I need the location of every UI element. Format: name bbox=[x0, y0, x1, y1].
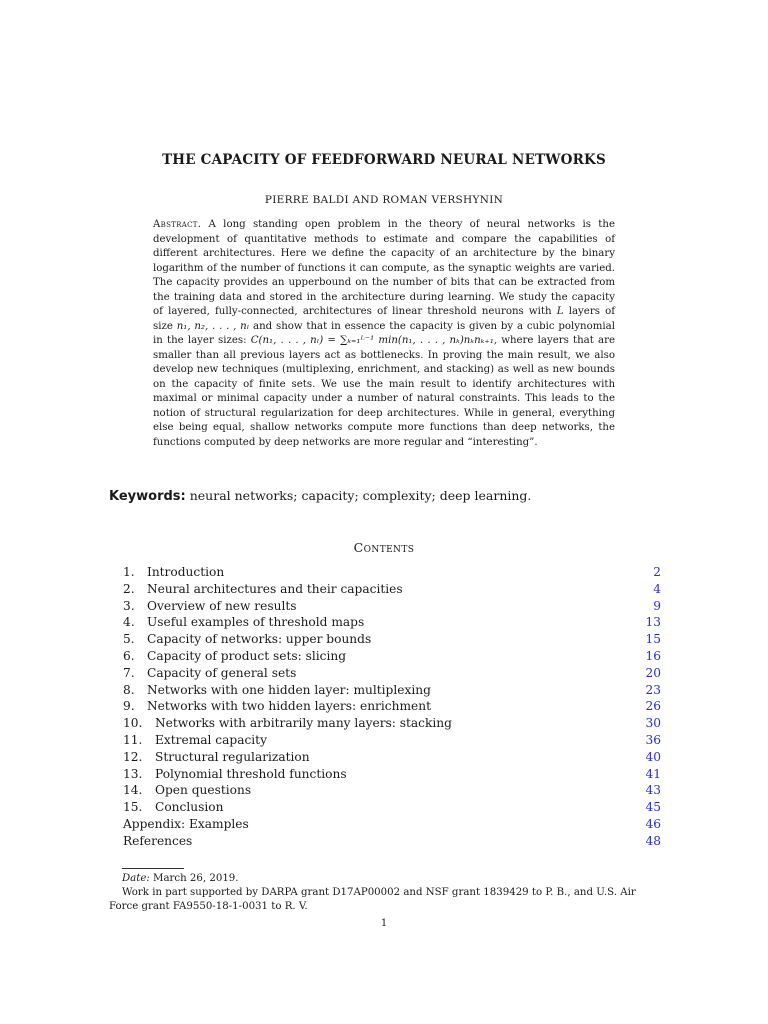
toc-entry[interactable] bbox=[123, 665, 661, 682]
abstract-text-4: where layers that are smaller than all previous layers act as bottlenecks. In proving the main result, we also develop new techniques (multiplexing, enrichment, and stacking) as well as new bounds on the capacity of finite sets. We use the main result to identify architectures with maximal or minimal capacity under a number of natural constraints. This leads to the notion of structural regularization for deep architectures. While in general, everything else being equal, shallow networks compute more functions than deep networks, the functions computed by deep networks are more regular and “interesting”. bbox=[153, 335, 615, 448]
toc-entry-number: 12. bbox=[123, 749, 143, 764]
abstract-text-3: and show that in essence the capacity is given by a cubic polynomial in the layer sizes: bbox=[153, 320, 615, 346]
toc-entry-number: 2. bbox=[123, 581, 135, 596]
toc-entry-page-link[interactable]: 15 bbox=[645, 632, 661, 647]
toc-entry-label: Capacity of product sets: slicing bbox=[147, 648, 346, 663]
toc-entry-page-link[interactable]: 48 bbox=[645, 833, 661, 848]
toc-entry-label: Open questions bbox=[155, 783, 252, 798]
footnote-date bbox=[109, 872, 661, 886]
toc-entry-label: Polynomial threshold functions bbox=[155, 766, 347, 781]
footnotes bbox=[109, 872, 661, 915]
toc-entry-label: Capacity of general sets bbox=[147, 665, 297, 680]
toc-entry[interactable] bbox=[123, 715, 661, 732]
toc-entry-number: 11. bbox=[123, 732, 143, 747]
toc-entry-page-link[interactable]: 40 bbox=[645, 749, 661, 764]
toc-entry-label: Networks with one hidden layer: multiplexing bbox=[147, 682, 431, 697]
toc-entry-number: 1. bbox=[123, 565, 135, 579]
toc-entry-label: Useful examples of threshold maps bbox=[147, 615, 365, 630]
toc-entry-label: Introduction bbox=[147, 565, 225, 579]
toc-entry-label: References bbox=[123, 833, 193, 848]
toc-entry-label: Networks with two hidden layers: enrichment bbox=[147, 699, 431, 714]
toc-entry-page-link[interactable]: 46 bbox=[645, 816, 661, 831]
keywords-text: neural networks; capacity; complexity; deep learning. bbox=[189, 488, 532, 503]
toc-entry[interactable] bbox=[123, 799, 661, 816]
toc-entry-page-link[interactable]: 9 bbox=[653, 598, 661, 613]
abstract bbox=[153, 218, 615, 450]
toc-entry-page-link[interactable]: 4 bbox=[653, 581, 661, 596]
toc-entry-page-link[interactable]: 45 bbox=[645, 800, 661, 815]
keywords bbox=[109, 488, 669, 504]
toc-entry[interactable] bbox=[123, 732, 661, 749]
toc-entry[interactable] bbox=[123, 782, 661, 799]
toc-entry-number: 10. bbox=[123, 716, 143, 731]
toc-entry-page-link[interactable]: 23 bbox=[645, 682, 661, 697]
toc-entry-label: Capacity of networks: upper bounds bbox=[147, 632, 372, 647]
toc-entry[interactable] bbox=[123, 648, 661, 665]
toc-entry-page-link[interactable]: 13 bbox=[645, 615, 661, 630]
toc-entry-page-link[interactable]: 20 bbox=[645, 665, 661, 680]
toc-entry[interactable] bbox=[123, 749, 661, 766]
toc-entry-label: Extremal capacity bbox=[155, 732, 267, 747]
toc-entry[interactable] bbox=[123, 598, 661, 615]
toc-entry-number: 6. bbox=[123, 648, 135, 663]
toc-entry-number: 14. bbox=[123, 783, 143, 798]
toc-entry[interactable] bbox=[123, 766, 661, 783]
footnote-date-label: Date: bbox=[122, 873, 150, 884]
toc-entry-page-link[interactable]: 16 bbox=[645, 648, 661, 663]
toc-entry-number: 5. bbox=[123, 632, 135, 647]
table-of-contents bbox=[123, 564, 661, 850]
toc-entry-number: 8. bbox=[123, 682, 135, 697]
toc-entry-number: 4. bbox=[123, 615, 135, 630]
toc-entry-label: Structural regularization bbox=[155, 749, 310, 764]
toc-entry-number: 13. bbox=[123, 766, 143, 781]
toc-entry[interactable] bbox=[123, 698, 661, 715]
toc-entry-number: 7. bbox=[123, 665, 135, 680]
toc-entry[interactable] bbox=[123, 564, 661, 581]
toc-entry-label: Conclusion bbox=[155, 800, 224, 815]
abstract-label: Abstract. bbox=[153, 219, 202, 230]
toc-entry-label: Appendix: Examples bbox=[123, 816, 249, 831]
abstract-layer-sizes: n₁, n₂, . . . , nₗ bbox=[176, 320, 250, 332]
toc-entry[interactable] bbox=[123, 581, 661, 598]
toc-entry-page-link[interactable]: 41 bbox=[645, 766, 661, 781]
toc-entry-page-link[interactable]: 30 bbox=[645, 716, 661, 731]
footnote-rule bbox=[122, 868, 184, 869]
paper-title: THE CAPACITY OF FEEDFORWARD NEURAL NETWORKS bbox=[162, 152, 606, 168]
paper-authors: PIERRE BALDI AND ROMAN VERSHYNIN bbox=[264, 194, 504, 206]
toc-entry[interactable] bbox=[123, 631, 661, 648]
toc-entry-page-link[interactable]: 2 bbox=[653, 565, 661, 579]
page-number: 1 bbox=[380, 918, 388, 929]
abstract-text-1: A long standing open problem in the theory of neural networks is the development of quantitative methods to estimate and compare the capabilities of different architectures. Here we define the capacity of an architecture by the binary logarithm of the number of functions it can compute, as the synaptic weights are varied. The capacity provides an upperbound on the number of bits that can be extracted from the training data and stored in the architecture during learning. We study the capacity of layered, fully-connected, architectures of linear threshold neurons with bbox=[153, 219, 615, 317]
toc-entry[interactable] bbox=[123, 833, 661, 850]
toc-entry-page-link[interactable]: 43 bbox=[645, 783, 661, 798]
toc-entry-number: 9. bbox=[123, 699, 135, 714]
toc-entry-page-link[interactable]: 36 bbox=[645, 732, 661, 747]
toc-entry-label: Neural architectures and their capacities bbox=[147, 581, 403, 596]
toc-entry-page-link[interactable]: 26 bbox=[645, 699, 661, 714]
toc-entry-number: 3. bbox=[123, 598, 135, 613]
toc-entry-label: Overview of new results bbox=[147, 598, 297, 613]
footnote-date-value: March 26, 2019. bbox=[153, 873, 239, 884]
abstract-formula: C(n₁, . . . , nₗ) = ∑ₖ₌₁ᴸ⁻¹ min(n₁, . . . , nₖ)nₖnₖ₊₁, bbox=[250, 335, 498, 346]
toc-entry[interactable] bbox=[123, 682, 661, 699]
keywords-label: Keywords: bbox=[109, 489, 186, 504]
toc-entry-number: 15. bbox=[123, 800, 143, 815]
contents-heading: Contents bbox=[353, 540, 415, 555]
abstract-text-2: layers of size bbox=[153, 306, 616, 332]
abstract-var-l: L bbox=[556, 306, 564, 317]
footnote-support: Work in part supported by DARPA grant D17AP00002 and NSF grant 1839429 to P. B., and U.S. Air Force grant FA9550-18-1-0031 to R. V. bbox=[109, 887, 636, 913]
toc-entry-label: Networks with arbitrarily many layers: stacking bbox=[155, 716, 452, 731]
toc-entry[interactable] bbox=[123, 816, 661, 833]
toc-entry[interactable] bbox=[123, 614, 661, 631]
